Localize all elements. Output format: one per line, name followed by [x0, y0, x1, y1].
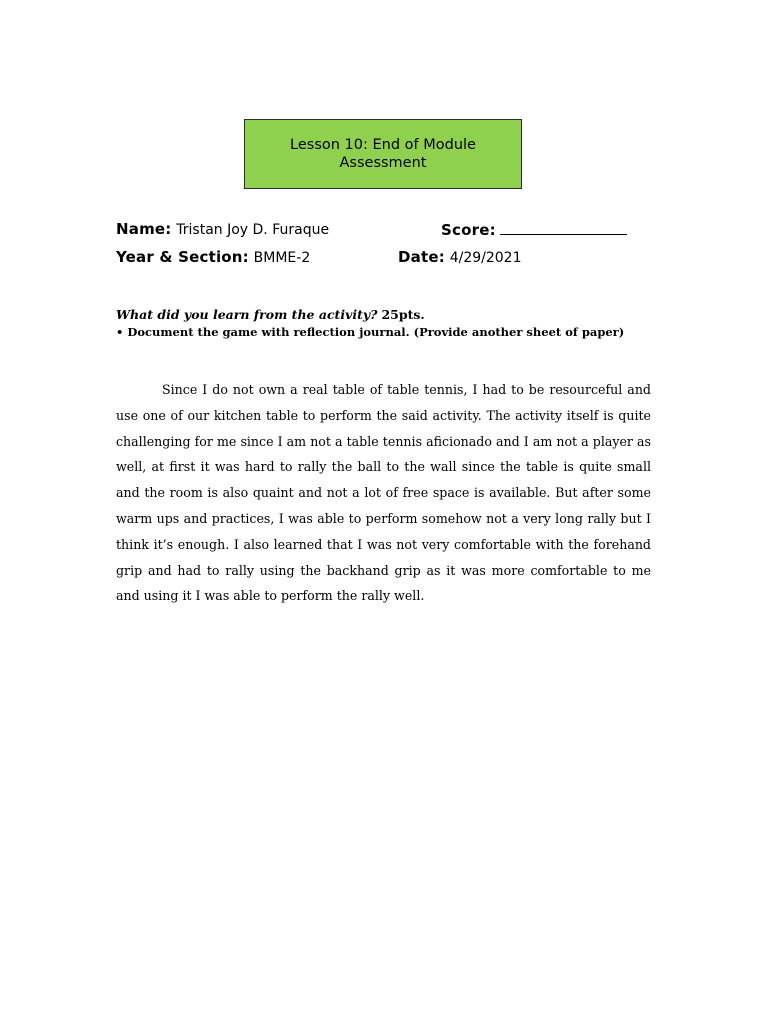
- lesson-title-box: [244, 119, 522, 189]
- date-value: 4/29/2021: [449, 250, 522, 266]
- year-section-label: Year & Section:: [116, 248, 249, 266]
- name-field: [116, 220, 329, 239]
- lesson-title-line-2: Assessment: [339, 155, 427, 171]
- instruction-line: • Document the game with reflection journal. (Provide another sheet of paper): [116, 325, 625, 339]
- name-value: Tristan Joy D. Furaque: [176, 222, 330, 238]
- score-blank-line: [500, 220, 627, 235]
- date-label: Date:: [398, 248, 445, 266]
- question-points: 25pts.: [381, 307, 425, 322]
- year-section-value: BMME-2: [253, 250, 311, 266]
- reflection-paragraph: Since I do not own a real table of table tennis, I had to be resourceful and use one of our kitchen table to perform the said activity. The activity itself is quite challenging for me since I am not a table tennis aficionado and I am not a player as well, at first it was hard to rally the ball to the wall since the table is quite small and the room is also quaint and not a lot of free space is available. But after some warm ups and practices, I was able to perform somehow not a very long rally but I think it’s enough. I also learned that I was not very comfortable with the forehand grip and had to rally using the backhand grip as it was more comfortable to me and using it I was able to perform the rally well.: [116, 382, 651, 604]
- score-label: Score:: [441, 221, 496, 239]
- year-section-field: [116, 248, 310, 267]
- question-line: [116, 307, 425, 323]
- lesson-title-line-1: Lesson 10: End of Module: [290, 137, 476, 153]
- date-field: [398, 248, 522, 267]
- name-label: Name:: [116, 220, 172, 238]
- score-field: [441, 220, 627, 239]
- question-text: What did you learn from the activity?: [116, 307, 378, 322]
